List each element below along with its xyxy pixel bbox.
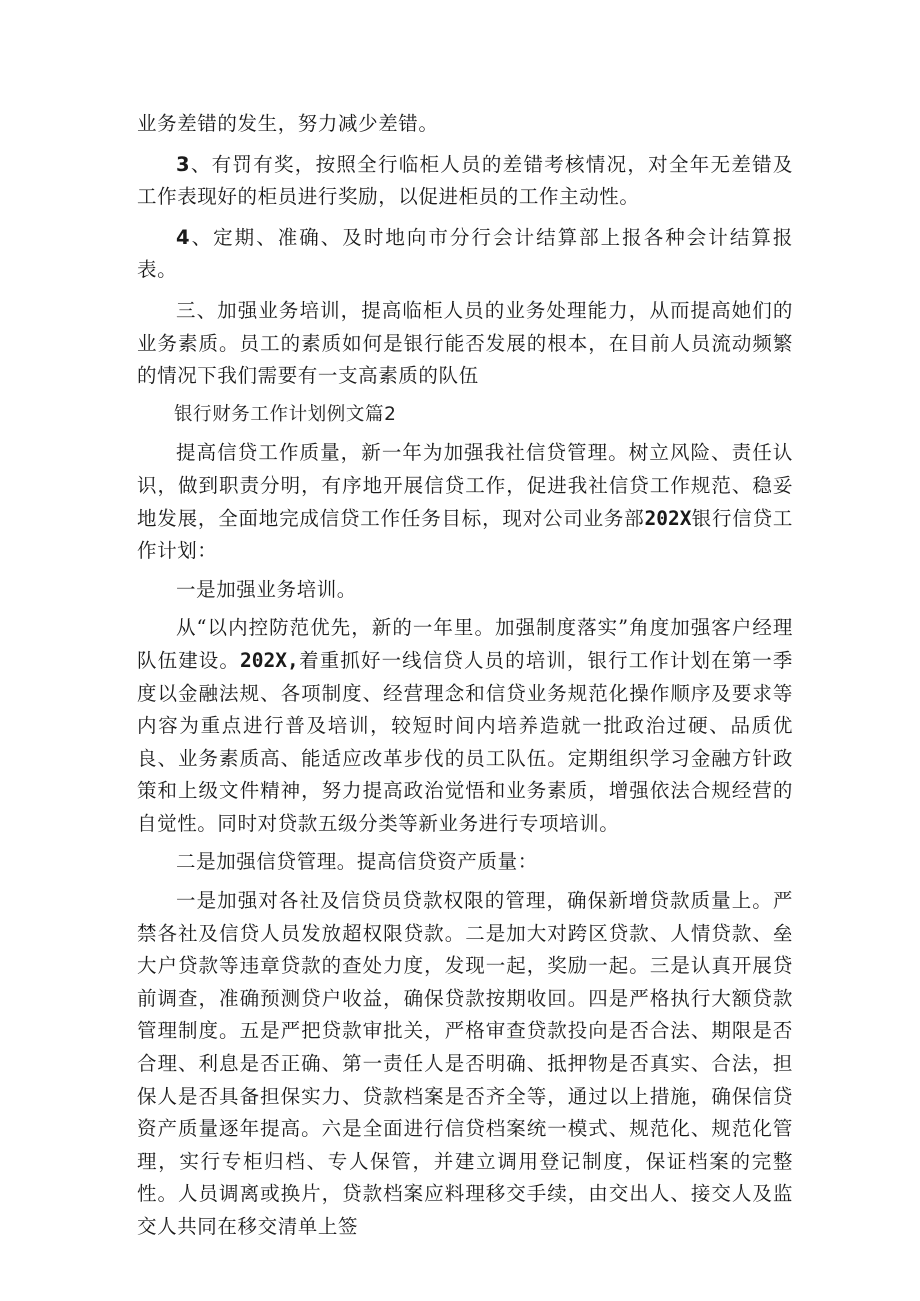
paragraph-6: 提高信贷工作质量，新一年为加强我社信贷管理。树立风险、责任认识，做到职责分明，有序地开展信贷工作，促进我社信贷工作规范、稳妥地发展，全面地完成信贷工作任务目标，现对公司业务部202X银行信贷工作计划： <box>137 441 793 563</box>
year-label: 202X, <box>239 648 299 672</box>
paragraph-4: 三、加强业务培训，提高临柜人员的业务处理能力，从而提高她们的业务素质。员工的素质如何是银行能否发展的根本，在目前人员流动频繁的情况下我们需要有一支高素质的队伍 <box>137 298 793 388</box>
paragraph-1: 业务差错的发生，努力减少差错。 <box>137 112 439 135</box>
paragraph-3: 4、定期、准确、及时地向市分行会计结算部上报各种会计结算报表。 <box>137 225 793 282</box>
paragraph-10: 一是加强对各社及信贷员贷款权限的管理，确保新增贷款质量上。严禁各社及信贷人员发放超权限贷款。二是加大对跨区贷款、人情贷款、垒大户贷款等违章贷款的查处力度，发现一起，奖励一起。三是认真开展贷前调查，准确预测贷户收益，确保贷款按期收回。四是严格执行大额贷款管理制度。五是严把贷款审批关，严格审查贷款投向是否合法、期限是否合理、利息是否正确、第一责任人是否明确、抵押物是否真实、合法，担保人是否具备担保实力、贷款档案是否齐全等，通过以上措施，确保信贷资产质量逐年提高。六是全面进行信贷档案统一模式、规范化、规范化管理，实行专柜归档、专人保管，并建立调用登记制度，保证档案的完整性。人员调离或换片，贷款档案应料理移交手续，由交出人、接交人及监交人共同在移交清单上签 <box>137 889 793 1238</box>
item-number: 3 <box>176 152 191 176</box>
year-label: 202X <box>644 506 692 530</box>
paragraph-2: 3、有罚有奖，按照全行临柜人员的差错考核情况，对全年无差错及工作表现好的柜员进行奖励，以促进柜员的工作主动性。 <box>137 152 793 209</box>
item-number: 4 <box>176 225 191 249</box>
section-heading: 银行财务工作计划例文篇2 <box>174 403 397 425</box>
document-page <box>137 108 793 1244</box>
paragraph-9: 二是加强信贷管理。提高信贷资产质量： <box>176 850 538 874</box>
paragraph-8: 从“以内控防范优先，新的一年里。加强制度落实”角度加强客户经理队伍建设。202X,着重抓好一线信贷人员的培训，银行工作计划在第一季度以金融法规、各项制度、经营理念和信贷业务规范化操作顺序及要求等内容为重点进行普及培训，较短时间内培养造就一批政治过硬、品质优良、业务素质高、能适应改革步伐的员工队伍。定期组织学习金融方针政策和上级文件精神，努力提高政治觉悟和业务素质，增强依法合规经营的自觉性。同时对贷款五级分类等新业务进行专项培训。 <box>137 616 793 835</box>
paragraph-7: 一是加强业务培训。 <box>176 577 357 601</box>
